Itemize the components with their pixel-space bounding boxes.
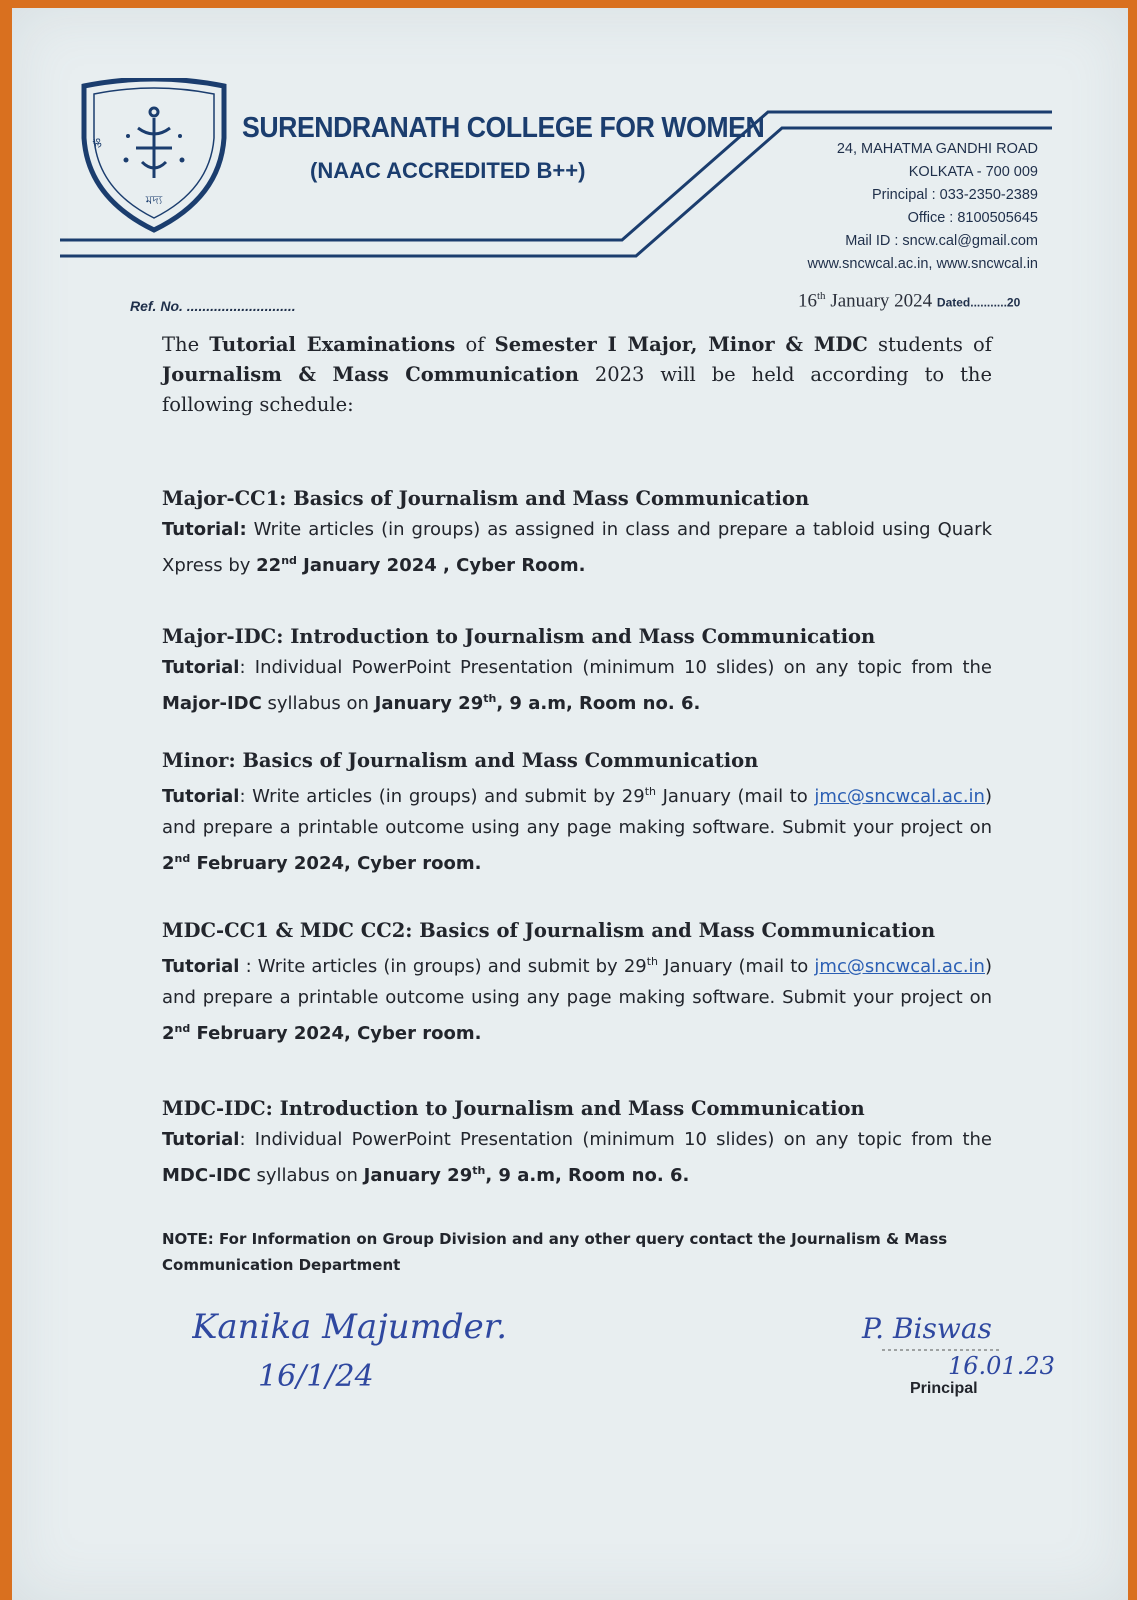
address-line: Principal : 033-2350-2389 <box>871 187 1038 203</box>
handwritten-signature-right <box>852 1298 1112 1388</box>
schedule-section <box>162 484 992 581</box>
crest-motto: মদ্য <box>145 193 163 207</box>
address-line: Office : 8100505645 <box>907 210 1038 226</box>
svg-text:P. Biswas: P. Biswas <box>862 1312 992 1345</box>
schedule-section <box>162 1094 992 1191</box>
schedule-section <box>162 916 992 1049</box>
intro-paragraph: The Tutorial Examinations of Semester I Major, Minor & MDC students of Journalism & Mass Communication 2023 will be held according to the following schedule: <box>162 333 993 416</box>
college-crest-icon <box>80 78 228 238</box>
address-line: 24, MAHATMA GANDHI ROAD <box>836 141 1038 157</box>
schedule-section <box>162 622 992 719</box>
printed-dated: Dated...........20 <box>936 295 1021 310</box>
address-line: www.sncwcal.ac.in, www.sncwcal.in <box>807 256 1038 272</box>
section-body: Tutorial: Write articles (in groups) and submit by 29th January (mail to jmc@sncwcal.ac.in) and prepare a printable outcome using any page making software. Submit your project on 2nd February 2024, Cyber room. <box>162 785 992 874</box>
section-title: Major-IDC: Introduction to Journalism and Mass Communication <box>162 625 876 648</box>
date-line <box>798 290 1020 312</box>
section-title: MDC-CC1 & MDC CC2: Basics of Journalism and Mass Communication <box>162 919 936 942</box>
address-line: KOLKATA - 700 009 <box>908 164 1038 180</box>
schedule-section <box>162 746 992 879</box>
letterhead <box>12 8 1128 288</box>
svg-text:ॐ: ॐ <box>92 137 105 148</box>
section-body: Tutorial: Write articles (in groups) as assigned in class and prepare a tabloid using Quark Xpress by 22nd January 2024 , Cyber Room. <box>162 519 992 576</box>
principal-label: Principal <box>910 1380 978 1397</box>
email-link[interactable]: jmc@sncwcal.ac.in <box>814 786 985 807</box>
address-line: Mail ID : sncw.cal@gmail.com <box>845 233 1038 249</box>
section-body: Tutorial : Write articles (in groups) and submit by 29th January (mail to jmc@sncwcal.ac.in) and prepare a printable outcome using any page making software. Submit your project on 2nd February 2024, Cyber room. <box>162 955 992 1044</box>
document-page <box>12 8 1128 1600</box>
date-rest: January 2024 <box>825 290 933 312</box>
section-body: Tutorial: Individual PowerPoint Presentation (minimum 10 slides) on any topic from the Major-IDC syllabus on January 29th, 9 a.m, Room no. 6. <box>162 657 992 714</box>
college-address <box>808 138 1038 276</box>
college-name: SURENDRANATH COLLEGE FOR WOMEN <box>242 112 765 144</box>
svg-text:Kanika Majumder.: Kanika Majumder. <box>192 1307 508 1347</box>
svg-text:16/1/24: 16/1/24 <box>258 1359 374 1394</box>
email-link[interactable]: jmc@sncwcal.ac.in <box>814 956 985 977</box>
accreditation: (NAAC ACCREDITED B++) <box>310 158 586 183</box>
handwritten-signature-left <box>192 1280 552 1400</box>
date-suffix: th <box>817 290 826 302</box>
ref-number: Ref. No. ............................ <box>130 298 296 314</box>
svg-text:16.01.23: 16.01.23 <box>948 1352 1055 1380</box>
section-title: Minor: Basics of Journalism and Mass Communication <box>162 749 759 772</box>
section-body: Tutorial: Individual PowerPoint Presentation (minimum 10 slides) on any topic from the MDC-IDC syllabus on January 29th, 9 a.m, Room no. 6. <box>162 1129 992 1186</box>
date-day: 16 <box>798 290 817 312</box>
section-title: MDC-IDC: Introduction to Journalism and Mass Communication <box>162 1097 865 1120</box>
note: NOTE: For Information on Group Division and any other query contact the Journalism & Mass Communication Department <box>162 1230 948 1274</box>
section-title: Major-CC1: Basics of Journalism and Mass Communication <box>162 487 810 510</box>
